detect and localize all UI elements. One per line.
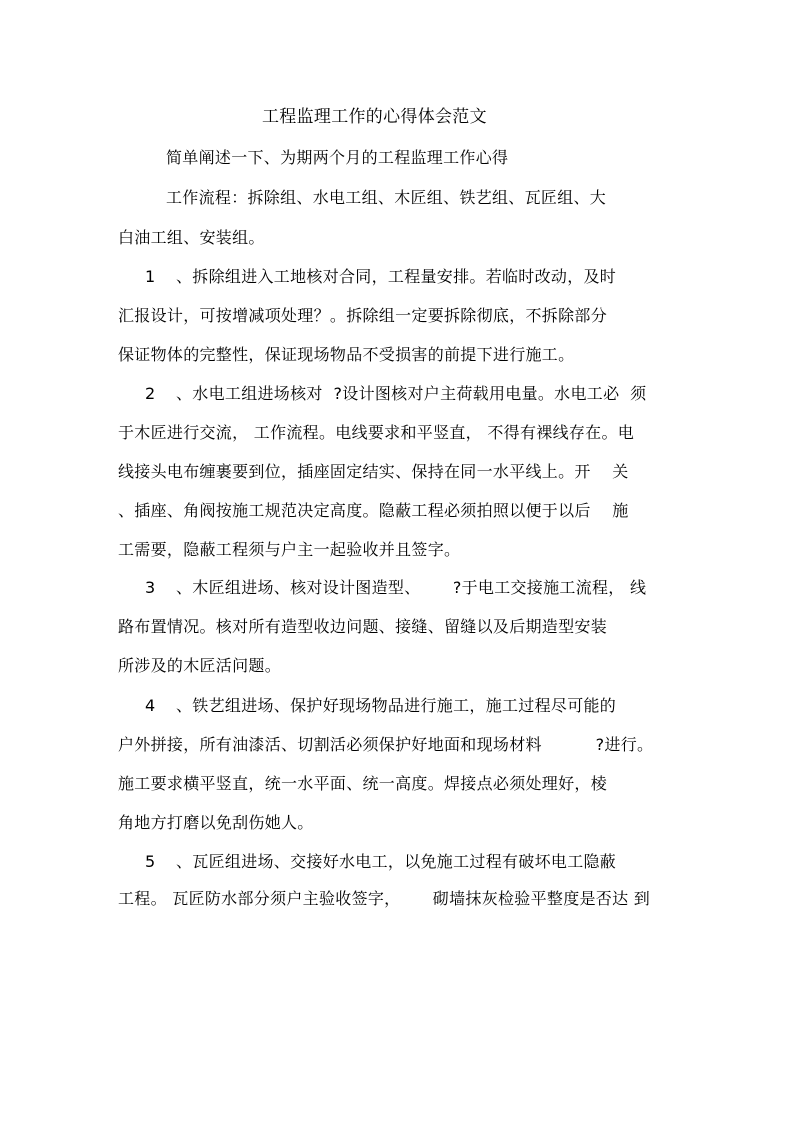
section-3-line-1: 、木匠组进场、核对设计图造型、 ?于电工交接施工流程， 线 — [176, 578, 647, 597]
section-5-number: 5 — [145, 852, 156, 871]
section-4-line-4: 角地方打磨以免刮伤她人。 — [118, 813, 314, 832]
document-title: 工程监理工作的心得体会范文 — [262, 107, 487, 127]
section-1-line-2: 汇报设计，可按增减项处理？。拆除组一定要拆除彻底，不拆除部分 — [118, 306, 608, 325]
section-2-line-2: 于木匠进行交流， 工作流程。电线要求和平竖直， 不得有裸线存在。电 — [118, 423, 635, 442]
section-5-line-1: 、瓦匠组进场、交接好水电工，以免施工过程有破坏电工隐蔽 — [176, 852, 617, 871]
section-2-line-5: 工需要，隐蔽工程须与户主一起验收并且签字。 — [118, 540, 461, 559]
section-1-line-1: 、拆除组进入工地核对合同，工程量安排。若临时改动，及时 — [176, 267, 617, 286]
section-2-line-4: 、插座、角阀按施工规范决定高度。隐蔽工程必须拍照以便于以后 施 — [118, 501, 629, 520]
workflow-line-2: 白油工组、安装组。 — [118, 228, 265, 247]
workflow-line-1: 工作流程：拆除组、水电工组、木匠组、铁艺组、瓦匠组、大 — [166, 188, 607, 207]
section-4-line-2: 户外拼接，所有油漆活、切割活必须保护好地面和现场材料 ?进行。 — [118, 735, 654, 754]
section-4-number: 4 — [145, 696, 156, 715]
section-4-line-3: 施工要求横平竖直，统一水平面、统一高度。焊接点必须处理好，棱 — [118, 774, 608, 793]
section-2-line-1: 、水电工组进场核对 ?设计图核对户主荷载用电量。水电工必 须 — [176, 384, 647, 403]
section-2-number: 2 — [145, 384, 156, 403]
section-2-line-3: 线接头电布缠裹要到位，插座固定结实、保持在同一水平线上。开 关 — [118, 462, 629, 481]
section-3-line-2: 路布置情况。核对所有造型收边问题、接缝、留缝以及后期造型安装 — [118, 617, 608, 636]
section-5-line-2: 工程。 瓦匠防水部分须户主验收签字， 砌墙抹灰检验平整度是否达 到 — [118, 889, 651, 908]
section-4-line-1: 、铁艺组进场、保护好现场物品进行施工，施工过程尽可能的 — [176, 696, 617, 715]
intro-paragraph: 简单阐述一下、为期两个月的工程监理工作心得 — [166, 148, 509, 167]
section-1-line-3: 保证物体的完整性，保证现场物品不受损害的前提下进行施工。 — [118, 345, 575, 364]
section-3-line-3: 所涉及的木匠活问题。 — [118, 656, 282, 675]
section-1-number: 1 — [145, 267, 156, 286]
section-3-number: 3 — [145, 578, 156, 597]
